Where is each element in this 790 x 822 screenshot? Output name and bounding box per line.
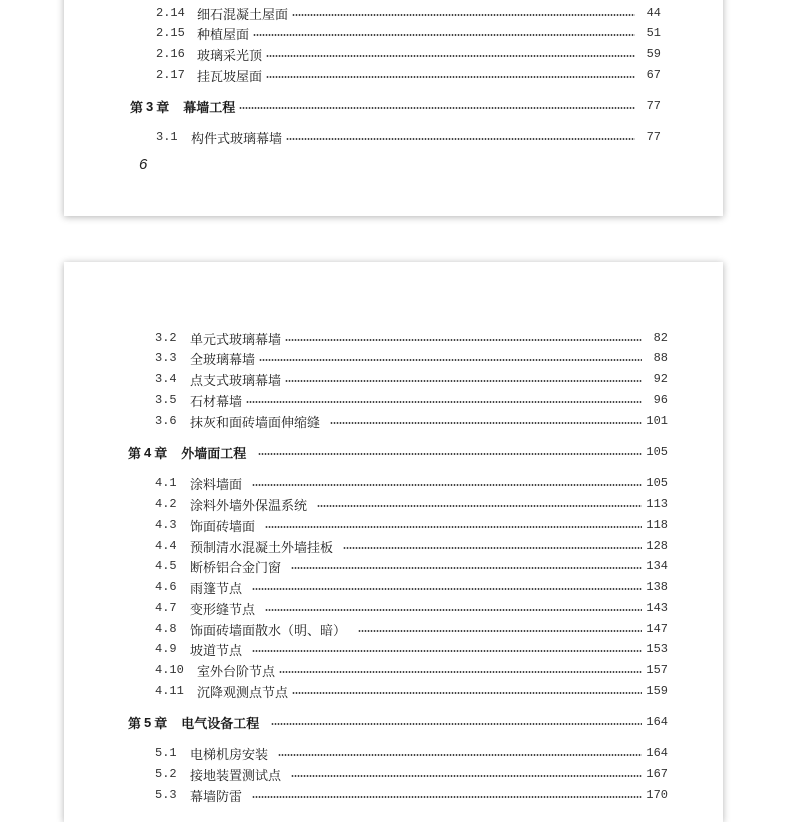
chapter-number: 5 [144, 714, 152, 730]
section-number: 4.6 [155, 580, 177, 594]
dot-leader [317, 505, 642, 507]
section-title: 坡道节点 [190, 643, 243, 659]
toc-entry[interactable] [155, 537, 668, 555]
section-title: 幕墙防雷 [190, 789, 243, 805]
dot-leader [258, 453, 642, 455]
section-number: 2.16 [156, 47, 185, 61]
toc-entry[interactable] [155, 391, 668, 409]
toc-entry[interactable] [155, 765, 668, 783]
section-title: 抹灰和面砖墙面伸缩缝 [190, 415, 321, 431]
dot-leader [239, 107, 635, 109]
toc-entry[interactable] [156, 128, 661, 146]
dot-leader [358, 630, 642, 632]
toc-entry[interactable] [155, 578, 668, 596]
page-number: 164 [646, 715, 668, 729]
chapter-suffix: 章 [154, 446, 168, 462]
toc-entry[interactable] [155, 516, 668, 534]
chapter-title: 电气设备工程 [181, 716, 260, 732]
dot-leader [246, 401, 642, 403]
toc-entry[interactable] [156, 45, 661, 63]
section-number: 5.2 [155, 767, 177, 781]
dot-leader [252, 796, 642, 798]
section-title: 涂料墙面 [190, 477, 243, 493]
section-number: 4.7 [155, 601, 177, 615]
section-number: 4.11 [155, 684, 184, 698]
page-number: 159 [646, 684, 668, 698]
dot-leader [292, 14, 635, 16]
page-number: 138 [646, 580, 668, 594]
section-title: 电梯机房安装 [190, 747, 269, 763]
section-title: 玻璃采光顶 [197, 48, 263, 64]
toc-entry[interactable] [155, 682, 668, 700]
chapter-prefix: 第 [130, 100, 144, 116]
section-number: 2.15 [156, 26, 185, 40]
dot-leader [279, 671, 642, 673]
chapter-heading[interactable] [128, 443, 668, 461]
dot-leader [285, 339, 642, 341]
dot-leader [291, 775, 642, 777]
page-number: 128 [646, 539, 668, 553]
page-number: 59 [646, 47, 661, 61]
page-number: 96 [653, 393, 668, 407]
dot-leader [252, 650, 642, 652]
page-number: 157 [646, 663, 668, 677]
toc-entry[interactable] [155, 786, 668, 804]
page-number: 143 [646, 601, 668, 615]
dot-leader [259, 359, 642, 361]
section-number: 3.4 [155, 372, 177, 386]
toc-entry[interactable] [155, 349, 668, 367]
toc-entry[interactable] [156, 66, 661, 84]
page-number: 147 [646, 622, 668, 636]
dot-leader [330, 422, 642, 424]
section-number: 3.5 [155, 393, 177, 407]
section-title: 雨篷节点 [190, 581, 243, 597]
section-number: 5.1 [155, 746, 177, 760]
section-number: 4.5 [155, 559, 177, 573]
toc-entry[interactable] [155, 620, 668, 638]
dot-leader [285, 380, 642, 382]
dot-leader [252, 484, 642, 486]
section-number: 2.17 [156, 68, 185, 82]
section-title: 断桥铝合金门窗 [190, 560, 282, 576]
dot-leader [271, 723, 642, 725]
page-number: 153 [646, 642, 668, 656]
toc-entry[interactable] [155, 474, 668, 492]
section-title: 沉降观测点节点 [197, 685, 289, 701]
toc-entry[interactable] [155, 661, 668, 679]
section-title: 饰面砖墙面散水（明、暗） [190, 623, 347, 639]
chapter-prefix: 第 [128, 446, 142, 462]
chapter-heading[interactable] [130, 97, 661, 115]
section-title: 接地装置测试点 [190, 768, 282, 784]
section-number: 5.3 [155, 788, 177, 802]
chapter-suffix: 章 [156, 100, 170, 116]
section-number: 4.2 [155, 497, 177, 511]
toc-entry[interactable] [155, 370, 668, 388]
section-number: 3.1 [156, 130, 178, 144]
page-number: 77 [646, 99, 661, 113]
section-title: 细石混凝土屋面 [197, 7, 289, 23]
chapter-suffix: 章 [154, 716, 168, 732]
toc-entry[interactable] [156, 24, 661, 42]
page-number: 92 [653, 372, 668, 386]
chapter-heading[interactable] [128, 713, 668, 731]
section-title: 点支式玻璃幕墙 [190, 373, 282, 389]
section-title: 预制清水混凝土外墙挂板 [190, 540, 334, 556]
section-title: 饰面砖墙面 [190, 519, 256, 535]
section-number: 4.8 [155, 622, 177, 636]
toc-page-upper [64, 0, 723, 216]
page-number: 170 [646, 788, 668, 802]
section-number: 4.10 [155, 663, 184, 677]
toc-entry[interactable] [155, 599, 668, 617]
page-number: 105 [646, 476, 668, 490]
toc-entry[interactable] [155, 557, 668, 575]
dot-leader [266, 55, 635, 57]
page-number: 101 [646, 414, 668, 428]
dot-leader [253, 34, 635, 36]
chapter-title: 外墙面工程 [181, 446, 247, 462]
section-title: 挂瓦坡屋面 [197, 69, 263, 85]
section-title: 石材幕墙 [190, 394, 243, 410]
chapter-number: 3 [146, 98, 154, 114]
chapter-number: 4 [144, 444, 152, 460]
dot-leader [265, 526, 642, 528]
chapter-title: 幕墙工程 [183, 100, 236, 116]
dot-leader [252, 588, 642, 590]
page-number: 105 [646, 445, 668, 459]
chapter-prefix: 第 [128, 716, 142, 732]
section-title: 涂料外墙外保温系统 [190, 498, 308, 514]
section-title: 构件式玻璃幕墙 [191, 131, 283, 147]
toc-entry[interactable] [156, 4, 661, 22]
page-number: 44 [646, 6, 661, 20]
section-number: 4.9 [155, 642, 177, 656]
toc-entry[interactable] [155, 412, 668, 430]
section-number: 2.14 [156, 6, 185, 20]
section-title: 全玻璃幕墙 [190, 352, 256, 368]
section-number: 3.6 [155, 414, 177, 428]
page-number: 88 [653, 351, 668, 365]
section-number: 3.2 [155, 331, 177, 345]
dot-leader [266, 76, 635, 78]
dot-leader [278, 754, 642, 756]
page-number: 134 [646, 559, 668, 573]
page-number: 77 [646, 130, 661, 144]
page-number: 51 [646, 26, 661, 40]
folio-page-number: 6 [139, 156, 148, 173]
page-number: 113 [646, 497, 668, 511]
toc-entry[interactable] [155, 744, 668, 762]
dot-leader [292, 692, 642, 694]
toc-entry[interactable] [155, 329, 668, 347]
section-number: 4.3 [155, 518, 177, 532]
section-title: 种植屋面 [197, 27, 250, 43]
section-title: 变形缝节点 [190, 602, 256, 618]
page-number: 82 [653, 331, 668, 345]
section-number: 4.4 [155, 539, 177, 553]
dot-leader [343, 547, 642, 549]
page-number: 167 [646, 767, 668, 781]
toc-entry[interactable] [155, 495, 668, 513]
toc-page-lower [64, 262, 723, 822]
toc-entry[interactable] [155, 640, 668, 658]
dot-leader [291, 567, 642, 569]
page-number: 118 [646, 518, 668, 532]
section-title: 室外台阶节点 [197, 664, 276, 680]
dot-leader [286, 138, 635, 140]
page-number: 164 [646, 746, 668, 760]
section-number: 4.1 [155, 476, 177, 490]
page-number: 67 [646, 68, 661, 82]
dot-leader [265, 609, 642, 611]
section-number: 3.3 [155, 351, 177, 365]
section-title: 单元式玻璃幕墙 [190, 332, 282, 348]
